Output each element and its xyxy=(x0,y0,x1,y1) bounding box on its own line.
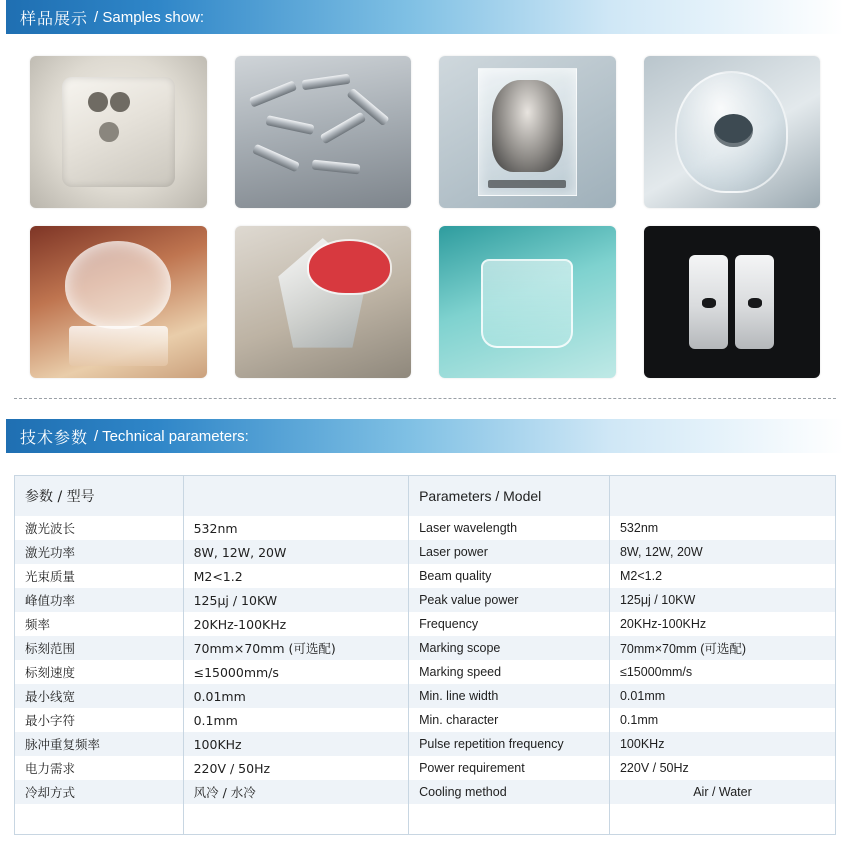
row-cn-name: 标刻速度 xyxy=(15,660,183,684)
metal-pins-photo xyxy=(235,56,412,208)
row-cn-name: 标刻范围 xyxy=(15,636,183,660)
samples-grid xyxy=(30,56,820,378)
table-row xyxy=(15,732,835,756)
params-section-header xyxy=(6,419,844,453)
row-en-name: Marking scope xyxy=(409,636,610,660)
row-en-name: Beam quality xyxy=(409,564,610,588)
row-cn-name: 激光功率 xyxy=(15,540,183,564)
row-cn-name: 最小线宽 xyxy=(15,684,183,708)
row-en-name: Frequency xyxy=(409,612,610,636)
row-cn-name: 峰值功率 xyxy=(15,588,183,612)
sample-image-ceramic-part-engraved xyxy=(30,56,207,208)
glass-cup-photo xyxy=(644,56,821,208)
row-cn-value: 0.01mm xyxy=(183,684,409,708)
row-cn-value: 0.1mm xyxy=(183,708,409,732)
params-header-cn: 技术参数 xyxy=(20,427,89,447)
samples-section-header xyxy=(6,0,844,34)
sample-image-white-plastic-tools xyxy=(644,226,821,378)
table-row xyxy=(15,516,835,540)
row-en-name: Min. character xyxy=(409,708,610,732)
table-header-row xyxy=(15,476,835,516)
plastic-tools-photo xyxy=(644,226,821,378)
row-cn-value: M2<1.2 xyxy=(183,564,409,588)
row-en-value: 532nm xyxy=(609,516,835,540)
sample-image-crystal-love-heart-photo xyxy=(30,226,207,378)
sample-image-metal-pins-batch xyxy=(235,56,412,208)
row-cn-value: 8W, 12W, 20W xyxy=(183,540,409,564)
row-en-name: Pulse repetition frequency xyxy=(409,732,610,756)
spacer-cell xyxy=(183,804,409,834)
spacer-cell xyxy=(609,804,835,834)
row-en-value: 8W, 12W, 20W xyxy=(609,540,835,564)
table-header-cn: 参数 / 型号 xyxy=(15,476,183,516)
crystal-trophy-photo xyxy=(235,226,412,378)
table-row xyxy=(15,708,835,732)
row-cn-name: 激光波长 xyxy=(15,516,183,540)
row-en-name: Power requirement xyxy=(409,756,610,780)
row-en-value: M2<1.2 xyxy=(609,564,835,588)
row-cn-name: 频率 xyxy=(15,612,183,636)
table-row xyxy=(15,780,835,804)
spacer-cell xyxy=(409,804,610,834)
row-cn-value: 532nm xyxy=(183,516,409,540)
row-cn-value: 220V / 50Hz xyxy=(183,756,409,780)
table-row xyxy=(15,684,835,708)
table-header-cn-value xyxy=(183,476,409,516)
row-cn-value: ≤15000mm/s xyxy=(183,660,409,684)
row-en-value: 0.1mm xyxy=(609,708,835,732)
samples-header-en: / Samples show: xyxy=(94,8,205,26)
row-en-value: 0.01mm xyxy=(609,684,835,708)
row-en-name: Min. line width xyxy=(409,684,610,708)
sample-image-glass-cup-smiley xyxy=(644,56,821,208)
row-en-name: Marking speed xyxy=(409,660,610,684)
row-cn-name: 电力需求 xyxy=(15,756,183,780)
spacer-cell xyxy=(15,804,183,834)
row-cn-name: 光束质量 xyxy=(15,564,183,588)
row-en-value: 70mm×70mm (可选配) xyxy=(609,636,835,660)
section-divider xyxy=(14,398,836,399)
sample-image-crystal-award-trophy xyxy=(235,226,412,378)
crystal-heart-photo xyxy=(30,226,207,378)
ceramic-part-photo xyxy=(30,56,207,208)
row-en-value: 20KHz-100KHz xyxy=(609,612,835,636)
row-en-value: 220V / 50Hz xyxy=(609,756,835,780)
row-en-value: ≤15000mm/s xyxy=(609,660,835,684)
row-en-value: 100KHz xyxy=(609,732,835,756)
table-header-en: Parameters / Model xyxy=(409,476,610,516)
table-row-spacer xyxy=(15,804,835,834)
row-en-name: Laser power xyxy=(409,540,610,564)
row-en-name: Cooling method xyxy=(409,780,610,804)
row-cn-value: 70mm×70mm (可选配) xyxy=(183,636,409,660)
row-cn-name: 脉冲重复频率 xyxy=(15,732,183,756)
row-en-name: Laser wavelength xyxy=(409,516,610,540)
row-cn-value: 风冷 / 水冷 xyxy=(183,780,409,804)
row-en-value: Air / Water xyxy=(609,780,835,804)
table-row xyxy=(15,588,835,612)
sample-image-crystal-portrait-block xyxy=(439,56,616,208)
row-cn-value: 125μj / 10KW xyxy=(183,588,409,612)
crystal-portrait-photo xyxy=(439,56,616,208)
row-cn-name: 冷却方式 xyxy=(15,780,183,804)
table-row xyxy=(15,612,835,636)
row-en-value: 125μj / 10KW xyxy=(609,588,835,612)
row-cn-name: 最小字符 xyxy=(15,708,183,732)
table-row xyxy=(15,660,835,684)
table-row xyxy=(15,540,835,564)
table-row xyxy=(15,636,835,660)
row-cn-value: 20KHz-100KHz xyxy=(183,612,409,636)
row-en-name: Peak value power xyxy=(409,588,610,612)
technical-parameters-table xyxy=(14,475,836,835)
sample-image-glass-tumbler xyxy=(439,226,616,378)
glass-tumbler-photo xyxy=(439,226,616,378)
row-cn-value: 100KHz xyxy=(183,732,409,756)
samples-header-cn: 样品展示 xyxy=(20,8,89,28)
params-header-en: / Technical parameters: xyxy=(94,427,249,445)
table-row xyxy=(15,756,835,780)
table-row xyxy=(15,564,835,588)
table-header-en-value xyxy=(609,476,835,516)
